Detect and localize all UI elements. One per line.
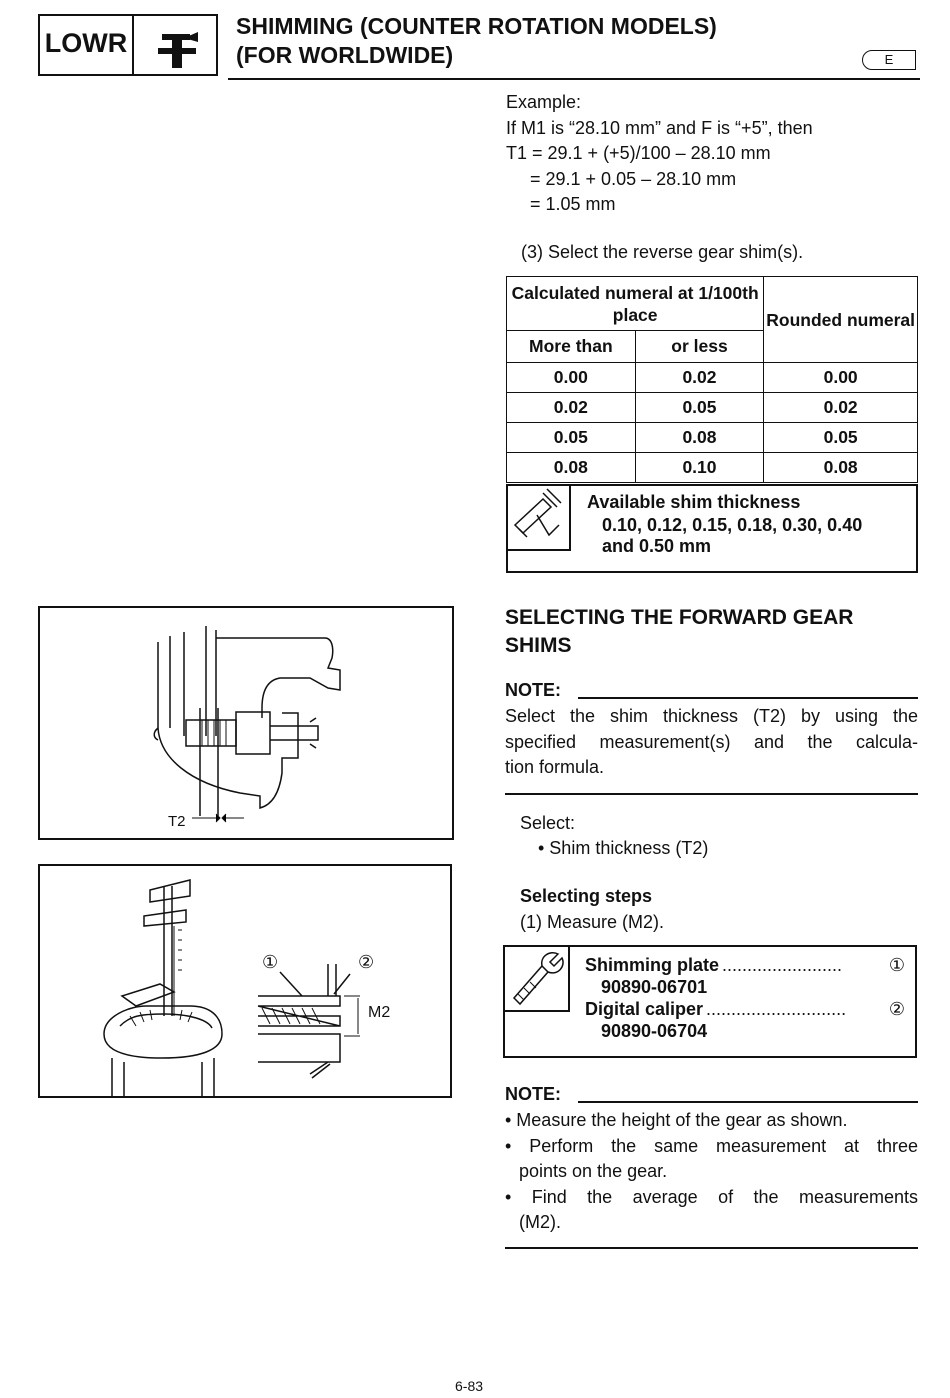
ref-2-label: ② — [358, 952, 375, 972]
section-title: SELECTING THE FORWARD GEAR SHIMS — [505, 606, 854, 657]
tool-1-part: 90890-06701 — [601, 977, 708, 997]
note-rule — [578, 1101, 918, 1103]
note-rule — [578, 697, 918, 699]
select-item: • Shim thickness (T2) — [538, 838, 709, 858]
note-end-rule — [505, 1247, 918, 1249]
note-1-text: Select the shim thickness (T2) by using the specified measurement(s) and the calcula- tion formula. — [505, 706, 918, 777]
figure-t2 — [38, 606, 454, 840]
available-values-2: and 0.50 mm — [602, 536, 712, 556]
list-item: • Measure the height of the gear as shown. — [505, 1110, 848, 1130]
section-code: LOWR — [44, 28, 128, 58]
badge-divider — [132, 14, 134, 76]
table-row: 0.00 0.02 0.00 — [507, 363, 918, 393]
header-rounded: Rounded numeral — [764, 277, 918, 363]
ref-1-label: ① — [262, 952, 279, 972]
tool-2-line: Digital caliper ............................ ② — [585, 999, 905, 1019]
available-title: Available shim thickness — [587, 492, 801, 512]
header-or-less: or less — [635, 331, 764, 363]
table-row: 0.02 0.05 0.02 — [507, 393, 918, 423]
note-label: NOTE: — [505, 1084, 561, 1104]
step-1-text: (1) Measure (M2). — [520, 912, 665, 932]
header-calculated: Calculated numeral at 1/100th place — [507, 277, 764, 331]
available-values-1: 0.10, 0.12, 0.15, 0.18, 0.30, 0.40 — [602, 515, 863, 535]
list-item: • Find the average of the measurements — [505, 1186, 918, 1207]
page-number: 6-83 — [455, 1378, 484, 1394]
lower-unit-icon — [140, 18, 214, 74]
rounding-table — [506, 276, 918, 483]
figure-m2 — [38, 864, 452, 1098]
select-label: Select: — [520, 813, 576, 833]
tool-1-line: Shimming plate ........................ ① — [585, 955, 905, 975]
gear-measurement-illustration — [40, 866, 450, 1096]
list-item: • Perform the same measurement at three — [505, 1135, 918, 1156]
tool-icon-frame — [504, 946, 570, 1012]
gear-housing-illustration — [40, 608, 452, 838]
header-rule — [228, 78, 920, 80]
step-3-text: (3) Select the reverse gear shim(s). — [521, 242, 804, 262]
header-more-than: More than — [507, 331, 636, 363]
m2-label: M2 — [368, 1004, 391, 1021]
t2-label: T2 — [168, 813, 186, 830]
example-block: Example: If M1 is “28.10 mm” and F is “+5”, then T1 = 29.1 + (+5)/100 – 28.10 mm = 29.1 + 0.05 – 28.10 mm = 1.05 mm — [506, 92, 813, 214]
caliper-spec-icon-frame — [507, 485, 571, 551]
caliper-icon — [507, 485, 569, 547]
table-row: 0.08 0.10 0.08 — [507, 453, 918, 483]
steps-title: Selecting steps — [520, 886, 653, 906]
note-2-list: • Measure the height of the gear as shown. • Perform the same measurement at three points on the gear. • Find the average of the measurements (M2). — [505, 1110, 918, 1232]
note-end-rule — [505, 793, 918, 795]
table-row: 0.05 0.08 0.05 — [507, 423, 918, 453]
wrench-icon — [504, 946, 568, 1010]
tool-2-part: 90890-06704 — [601, 1021, 708, 1041]
note-label: NOTE: — [505, 680, 561, 700]
page-title: SHIMMING (COUNTER ROTATION MODELS) (FOR WORLDWIDE) — [236, 13, 717, 68]
language-badge: E — [862, 50, 916, 70]
